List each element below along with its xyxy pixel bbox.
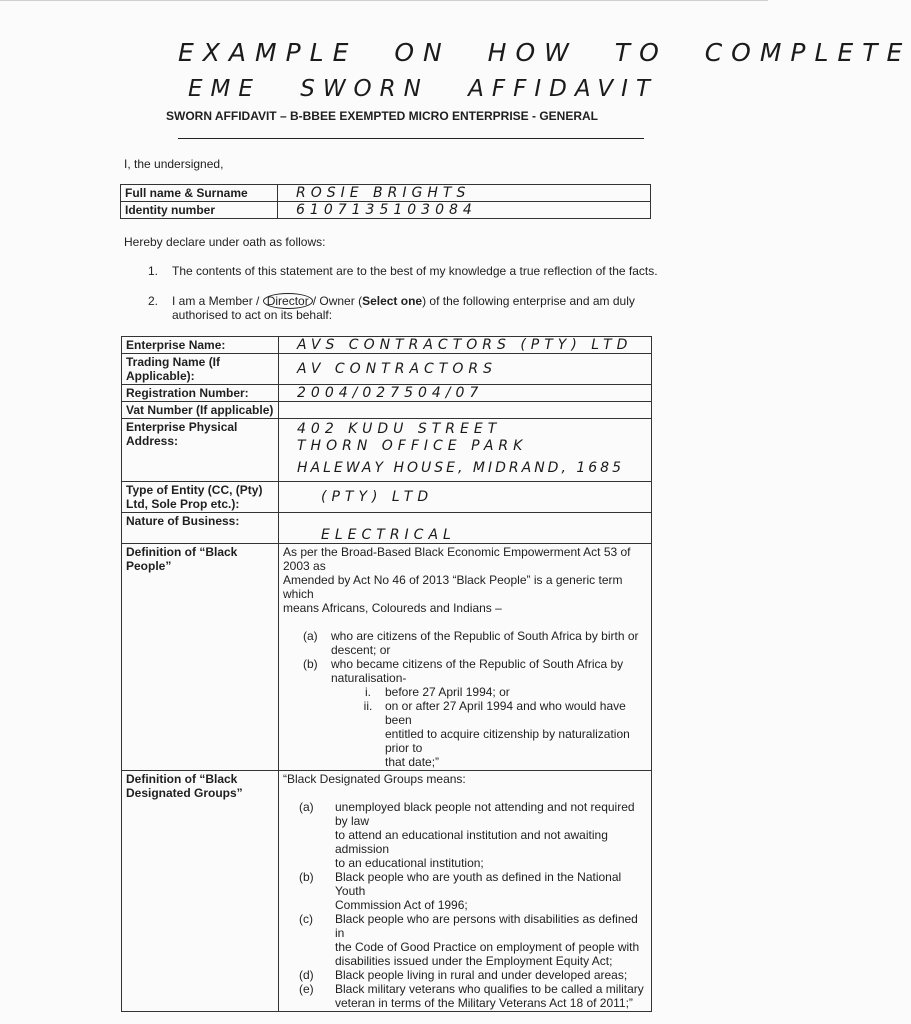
- identity-number-label: Identity number: [121, 202, 278, 219]
- address-line-2: THORN OFFICE PARK: [297, 438, 528, 454]
- identity-number-value: 6107135103084: [296, 202, 477, 218]
- nature-of-business-value: ELECTRICAL: [321, 527, 456, 543]
- designated-groups-label: Definition of “Black Designated Groups”: [122, 771, 279, 1012]
- point-2-select-one: Select one: [362, 294, 423, 308]
- registration-number-label: Registration Number:: [122, 385, 279, 402]
- address-line-1: 402 KUDU STREET: [297, 421, 502, 437]
- table-row: [121, 202, 651, 219]
- black-people-label: Definition of “Black People”: [122, 544, 279, 771]
- point-2-line2: authorised to act on its behalf:: [172, 308, 333, 322]
- entity-type-label: Type of Entity (CC, (Pty) Ltd, Sole Prop etc.):: [122, 482, 279, 513]
- selected-role-director[interactable]: Director: [263, 293, 313, 309]
- black-people-definition: As per the Broad-Based Black Economic Empowerment Act 53 of 2003 as Amended by Act No 46 of 2013 “Black People” is a generic term which means Africans, Coloureds and Indians – (a) who are citizens of the Republic of South Africa by birth or descent; or (b) who became citizens of the Republic of South Africa by naturalisation- i. before 27 April 1994; or ii. on or after 27 April 1994 and who would have been entitled to acquire citizenship by naturalization prior to that date;”: [279, 544, 652, 771]
- nature-of-business-label: Nature of Business:: [122, 513, 279, 544]
- point-2: [148, 294, 635, 322]
- scan-edge-line: [0, 0, 768, 1]
- declaration-text: Hereby declare under oath as follows:: [124, 235, 326, 249]
- document-title: SWORN AFFIDAVIT – B-BBEE EXEMPTED MICRO ENTERPRISE - GENERAL: [165, 109, 599, 123]
- table-row: [122, 513, 652, 544]
- enterprise-table: [121, 336, 652, 1012]
- vat-number-field[interactable]: [279, 402, 652, 419]
- point-1-text: The contents of this statement are to the best of my knowledge a true reflection of the facts.: [172, 264, 658, 278]
- full-name-field[interactable]: [278, 185, 651, 202]
- registration-number-field[interactable]: [279, 385, 652, 402]
- identity-number-field[interactable]: [278, 202, 651, 219]
- table-row: [122, 402, 652, 419]
- handwritten-heading-line1: EXAMPLE ON HOW TO COMPLETE: [178, 38, 911, 67]
- point-2-mid: / Owner (: [312, 294, 363, 308]
- point-2-post: ) of the following enterprise and am duly: [422, 294, 635, 308]
- designated-groups-definition: “Black Designated Groups means: (a) unemployed black people not attending and not required by law to attend an educational institution and not awaiting admission to an educational institution; (b) Black people who are youth as defined in the National Youth Commission Act of 1996; (c) Black people who are persons with disabilities as defined in the Code of Good Practice on employment of people with disabilities issued under the Employment Equity Act; (d) Black people living in rural and under developed areas; (e) Black military veterans who qualifies to be called a military veteran in terms of the Military Veterans Act 18 of 2011;”: [279, 771, 652, 1012]
- intro-text: I, the undersigned,: [124, 157, 224, 171]
- table-row: [122, 385, 652, 402]
- physical-address-label: Enterprise Physical Address:: [122, 419, 279, 482]
- title-divider: [178, 138, 644, 139]
- entity-type-field[interactable]: [279, 482, 652, 513]
- trading-name-field[interactable]: [279, 354, 652, 385]
- enterprise-name-field[interactable]: [279, 337, 652, 354]
- physical-address-field[interactable]: [279, 419, 652, 482]
- table-row: [121, 185, 651, 202]
- table-row: [122, 337, 652, 354]
- point-1-number: 1.: [148, 264, 159, 278]
- point-1: [148, 264, 658, 278]
- trading-name-value: AV CONTRACTORS: [297, 361, 497, 377]
- full-name-label: Full name & Surname: [121, 185, 278, 202]
- table-row: [122, 419, 652, 482]
- table-row: [122, 482, 652, 513]
- table-row: [122, 544, 652, 771]
- point-2-number: 2.: [148, 294, 159, 308]
- enterprise-name-label: Enterprise Name:: [122, 337, 279, 354]
- trading-name-label: Trading Name (If Applicable):: [122, 354, 279, 385]
- address-line-3: HALEWAY HOUSE, MIDRAND, 1685: [297, 460, 624, 476]
- nature-of-business-field[interactable]: [279, 513, 652, 544]
- table-row: [122, 354, 652, 385]
- identity-table: [120, 184, 651, 219]
- point-2-pre: I am a Member /: [172, 294, 260, 308]
- entity-type-value: (PTY) LTD: [321, 489, 434, 505]
- registration-number-value: 2004/027504/07: [297, 385, 484, 401]
- enterprise-name-value: AVS CONTRACTORS (PTY) LTD: [297, 337, 633, 353]
- table-row: [122, 771, 652, 1012]
- handwritten-heading-line2: EME SWORN AFFIDAVIT: [188, 76, 659, 102]
- vat-number-label: Vat Number (If applicable): [122, 402, 279, 419]
- full-name-value: ROSIE BRIGHTS: [296, 185, 471, 201]
